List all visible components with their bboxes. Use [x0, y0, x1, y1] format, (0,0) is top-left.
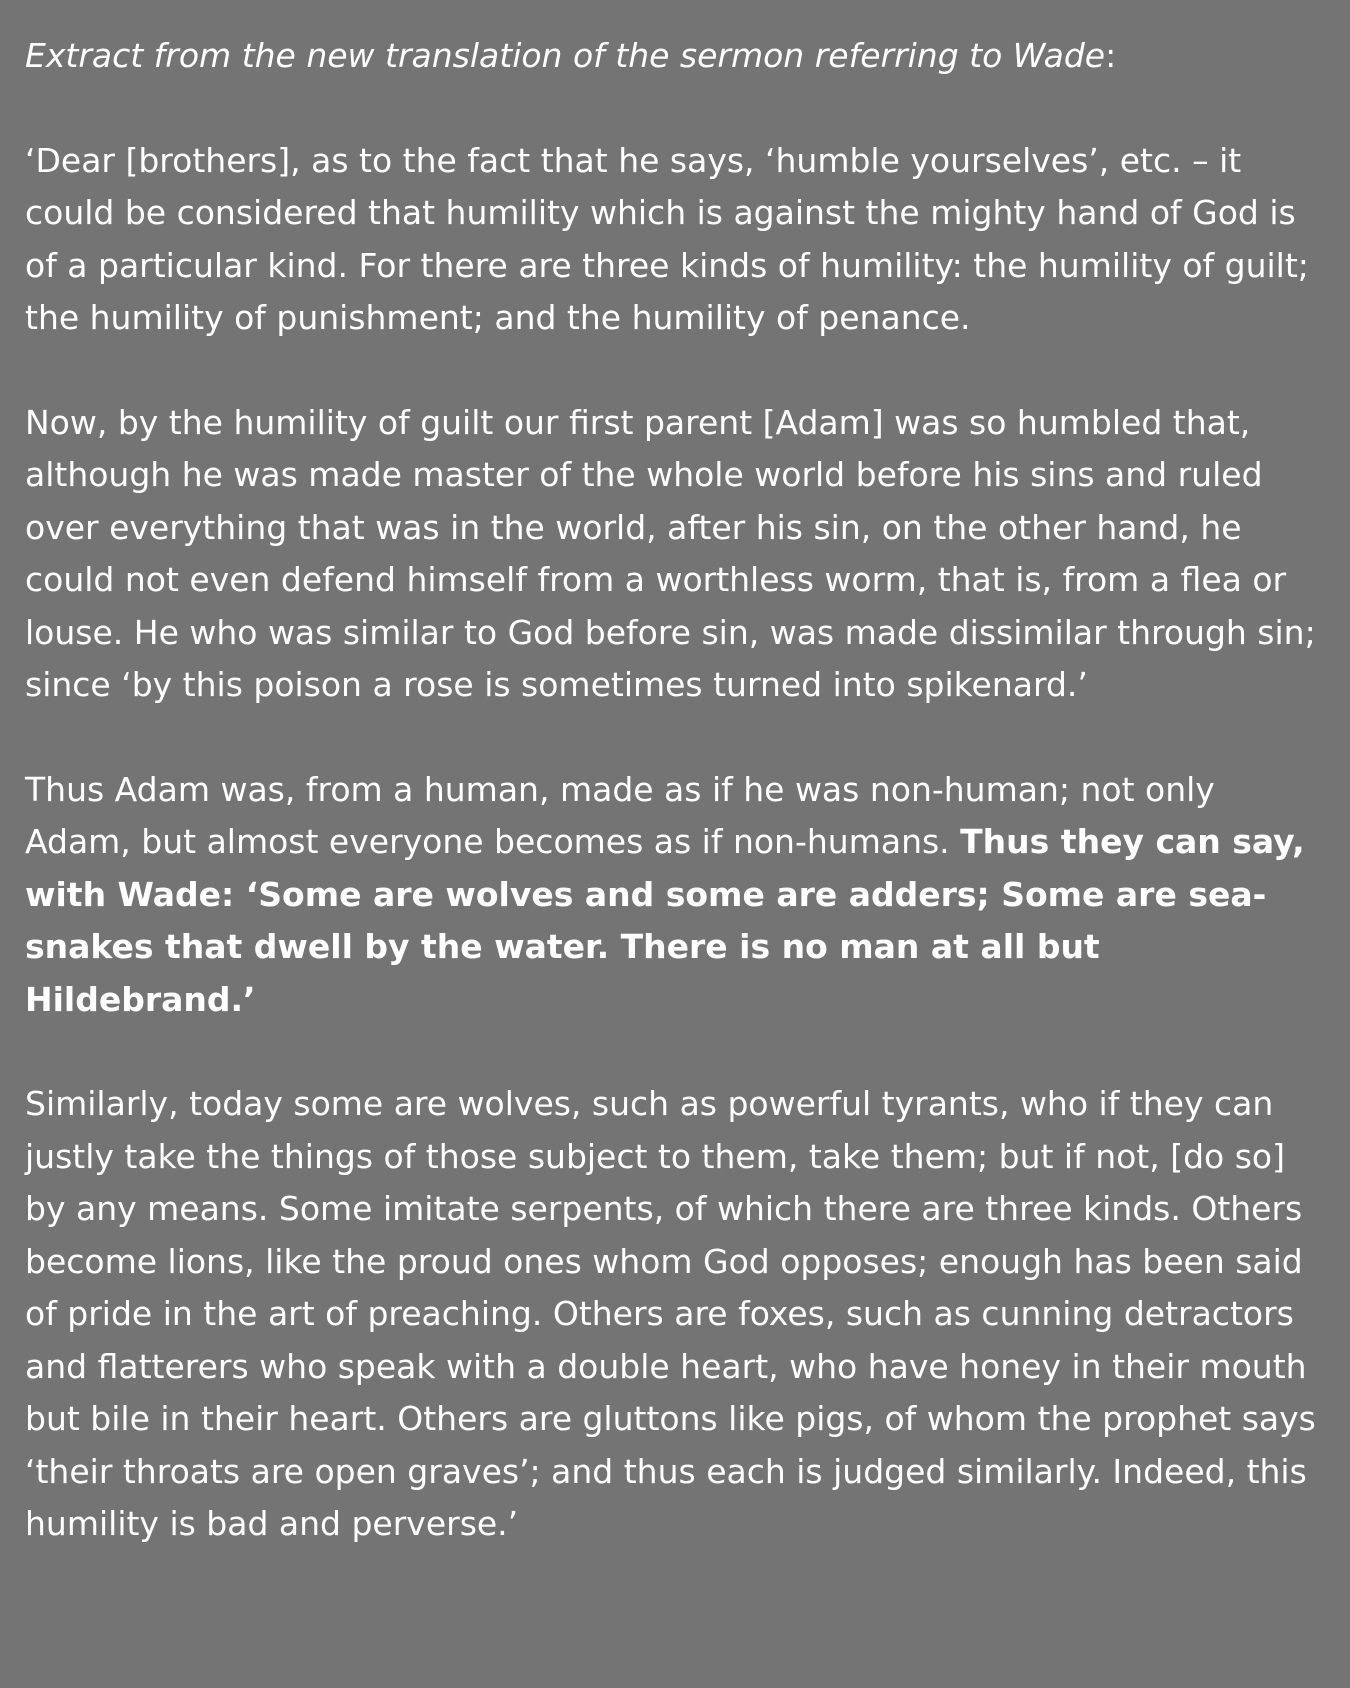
intro-colon: : — [1105, 36, 1117, 75]
paragraph-humility-of-guilt: Now, by the humility of guilt our first parent [Adam] was so humbled that, although he was made master of the whole world before his sins and ruled over everything that was in the world, after his sin, on the other hand, he could not even defend himself from a worthless worm, that is, from a flea or louse. He who was similar to God before sin, was made dissimilar through sin; since ‘by this poison a rose is sometimes turned into spikenard.’ — [25, 402, 1316, 704]
paragraph-wade-quote-text: Thus Adam was, from a human, made as if he was non-human; not only Adam, but almost everyone becomes as if non-humans. — [25, 769, 1215, 861]
wade-quote-bold: Thus they can say, with Wade: ‘Some are wolves and some are adders; Some are sea-snakes that dwell by the water. There is no man at all but Hildebrand.’ — [25, 822, 1305, 1019]
paragraph-similarly-today: Similarly, today some are wolves, such as powerful tyrants, who if they can justly take the things of those subject to them, take them; but if not, [do so] by any means. Some imitate serpents, of which there are three kinds. Others become lions, like the proud ones whom God opposes; enough has been said of pride in the art of preaching. Others are foxes, such as cunning detractors and flatterers who speak with a double heart, who have honey in their mouth but bile in their heart. Others are gluttons like pigs, of whom the prophet says ‘their throats are open graves’; and thus each is judged similarly. Indeed, this humility is bad and perverse.’ — [25, 1084, 1316, 1543]
intro-line — [25, 30, 1328, 83]
paragraph-humility-kinds: ‘Dear [brothers], as to the fact that he says, ‘humble yourselves’, etc. – it could be considered that humility which is against the mighty hand of God is of a particular kind. For there are three kinds of humility: the humility of guilt; the humility of punishment; and the humility of penance. — [25, 140, 1309, 337]
paragraph-wade-quote — [25, 764, 1328, 1027]
intro-italic-text: Extract from the new translation of the sermon referring to Wade — [25, 36, 1106, 75]
